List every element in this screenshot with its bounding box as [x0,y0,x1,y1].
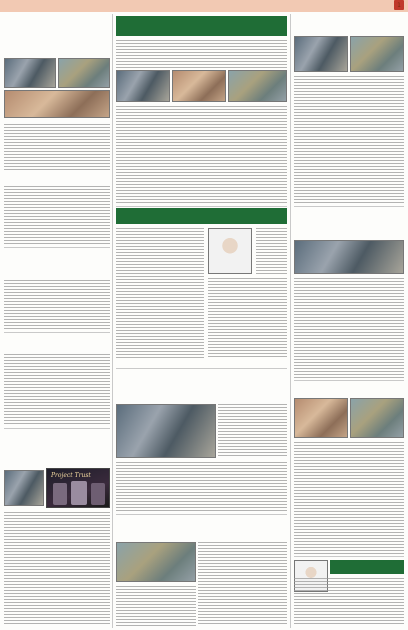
column-divider-right [290,14,291,628]
ad-title: Project Trust [51,472,91,479]
center-article-2-text-a [116,228,204,358]
center-article-4-text-b [116,586,196,626]
ad-phone-image-1 [53,483,67,505]
center-photo-1b [172,70,226,102]
col3-article-4-text [294,578,404,626]
center-headline-2 [116,208,287,224]
col1-article-3-text [4,280,110,330]
center-photo-4 [116,542,196,582]
col3-headline-4 [330,560,404,574]
col3-photo-2 [294,240,404,274]
center-article-3-text-a [218,404,287,458]
center-article-2-text-c [256,228,287,274]
center-lead-intro-text [116,40,287,68]
col3-photo-3b [350,398,404,438]
ad-phone-image-3 [91,483,105,505]
col3-photo-3a [294,398,348,438]
center-lead-headline [116,16,287,36]
ad-phone-image-2 [71,481,87,505]
center-photo-1c [228,70,287,102]
center-photo-1a [116,70,170,102]
header-strip [0,0,408,12]
center-portrait-photo [208,228,252,274]
center-article-2-text-b [208,278,287,358]
center-article-3-text-b [116,462,287,512]
col1-article-2-text [4,186,110,244]
column-divider-left [112,14,113,628]
center-lead-body-text [116,106,287,204]
col1-photo-1b [58,58,110,88]
col3-article-1-text [294,76,404,204]
col1-photo-1c [4,90,110,118]
col3-article-2-text [294,278,404,378]
project-trust-ad [46,468,110,508]
center-photo-3 [116,404,216,458]
col1-article-1-text [4,124,110,172]
col3-photo-1b [350,36,404,72]
col3-photo-1a [294,36,348,72]
col1-article-5-text [4,512,110,626]
col1-article-4-text [4,354,110,426]
col3-article-3-text [294,442,404,554]
col1-photo-1a [4,58,56,88]
col1-photo-5a [4,470,44,506]
center-article-4-text-a [198,542,287,626]
page-number: 1 [394,0,404,10]
